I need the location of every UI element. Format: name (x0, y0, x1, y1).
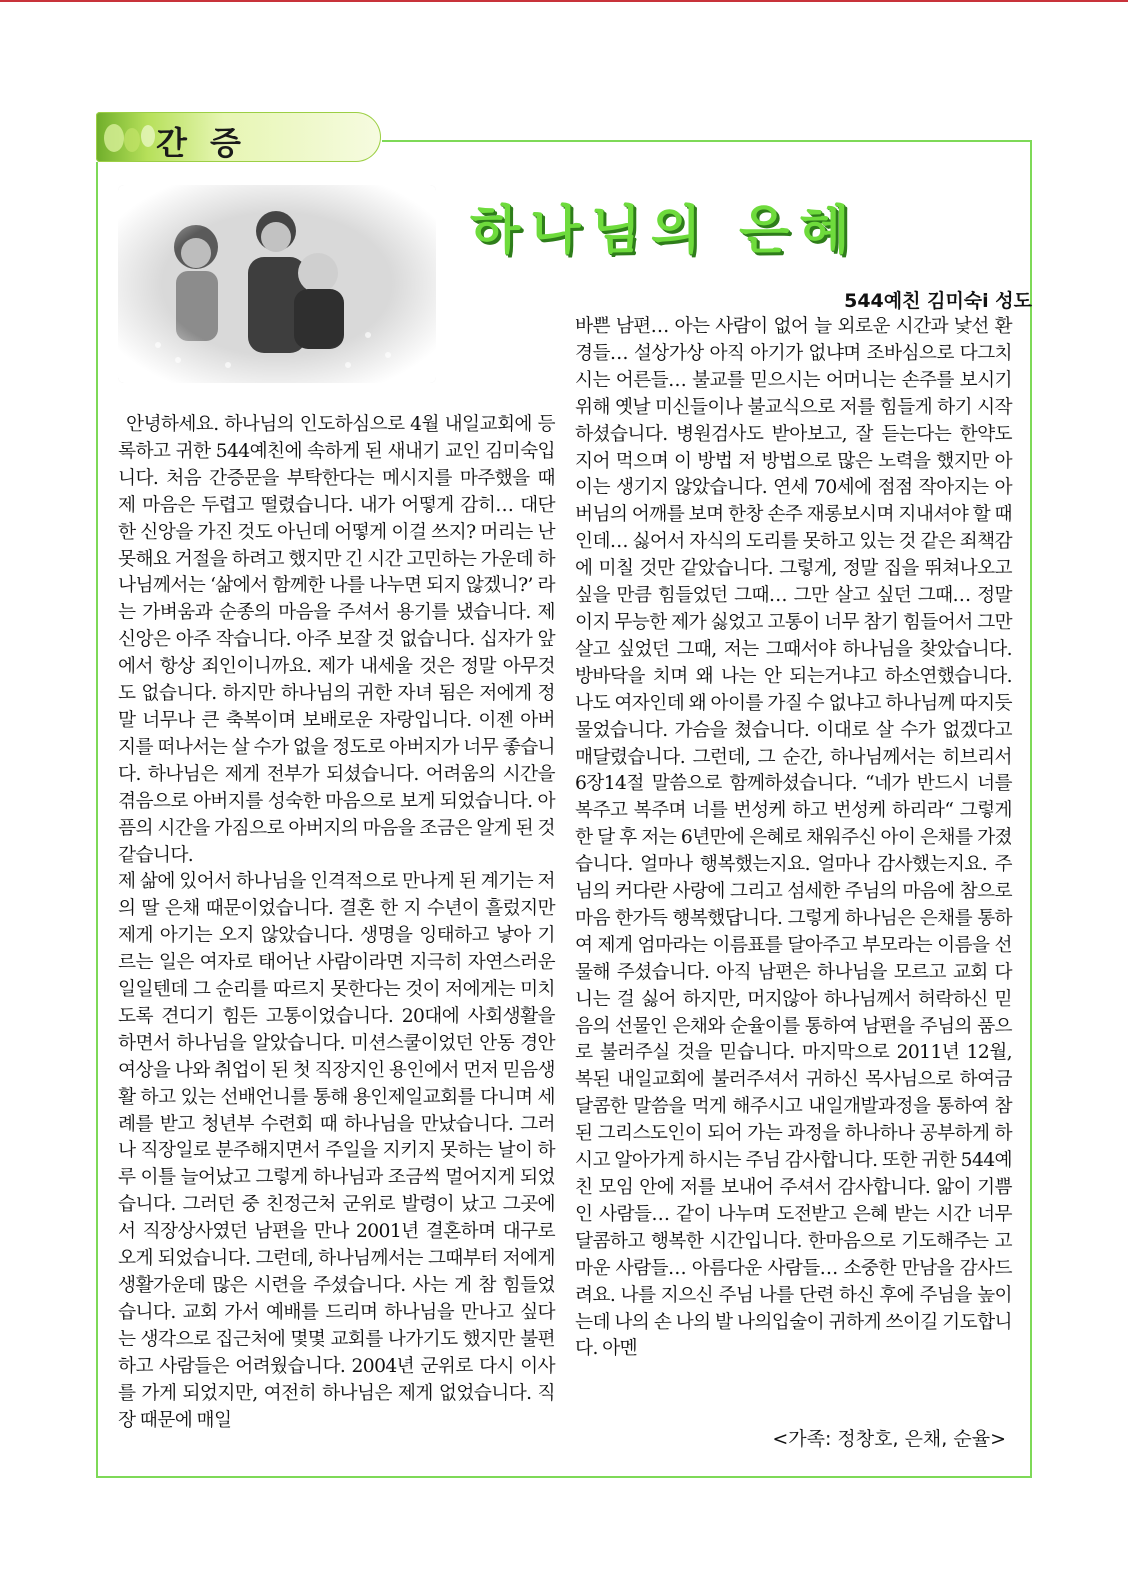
article-author: 544예친 김미숙i 성도 (844, 290, 1032, 312)
section-header-tab (96, 112, 381, 162)
right-column (575, 314, 1012, 1363)
left-column (118, 412, 555, 1434)
section-title: 간 증 (156, 124, 247, 162)
top-rule (0, 0, 1128, 2)
body-paragraph: 제 삶에 있어서 하나님을 인격적으로 만나게 된 계기는 저의 딸 은채 때문이었습니다. 결혼 한 지 수년이 흘렀지만 제게 아기는 오지 않았습니다. 생명을 잉태하고 낳아 기르는 일은 여자로 태어난 사람이라면 지극히 자연스러운 일일텐데 그 순리를 따르지 못한다는 것이 저에게는 미치도록 견디기 힘든 고통이었습니다. 20대에 사회생활을 하면서 하나님을 알았습니다. 미션스쿨이었던 안동 경안여상을 나와 취업이 된 첫 직장지인 용인에서 먼저 믿음생활 하고 있는 선배언니를 통해 용인제일교회를 다니며 세례를 받고 청년부 수련회 때 하나님을 만났습니다. 그러나 직장일로 분주해지면서 주일을 지키지 못하는 날이 하루 이틀 늘어났고 그렇게 하나님과 조금씩 멀어지게 되었습니다. 그러던 중 친정근처 군위로 발령이 났고 그곳에서 직장상사였던 남편을 만나 2001년 결혼하며 대구로 오게 되었습니다. 그런데, 하나님께서는 그때부터 저에게 생활가운데 많은 시련을 주셨습니다. 사는 게 참 힘들었습니다. 교회 가서 예배를 드리며 하나님을 만나고 싶다는 생각으로 집근처에 몇몇 교회를 나가기도 했지만 불편하고 사람들은 어려웠습니다. 2004년 군위로 다시 이사를 가게 되었지만, 여전히 하나님은 제게 없었습니다. 직장 때문에 매일 (118, 871, 555, 1431)
body-paragraph: 안녕하세요. 하나님의 인도하심으로 4월 내일교회에 등록하고 귀한 544예친에 속하게 된 새내기 교인 김미숙입니다. 처음 간증문을 부탁한다는 메시지를 마주했을 때 제 마음은 두렵고 떨렸습니다. 내가 어떻게 감히… 대단한 신앙을 가진 것도 아닌데 어떻게 이걸 쓰지? 머리는 난 못해요 거절을 하려고 했지만 긴 시간 고민하는 가운데 하나님께서는 ‘삶에서 함께한 나를 나누면 되지 않겠니?’ 라는 가벼움과 순종의 마음을 주셔서 용기를 냈습니다. 제 신앙은 아주 작습니다. 아주 보잘 것 없습니다. 십자가 앞에서 항상 죄인이니까요. 제가 내세울 것은 정말 아무것도 없습니다. 하지만 하나님의 귀한 자녀 됨은 저에게 정말 너무나 큰 축복이며 보배로운 자랑입니다. 이젠 아버지를 떠나서는 살 수가 없을 정도로 아버지가 너무 좋습니다. 하나님은 제게 전부가 되셨습니다. 어려움의 시간을 겪음으로 아버지를 성숙한 마음으로 보게 되었습니다. 아픔의 시간을 가짐으로 아버지의 마음을 조금은 알게 된 것 같습니다. (118, 414, 555, 866)
family-note: <가족: 정창호, 은채, 순율> (772, 1428, 1006, 1450)
body-paragraph: 바쁜 남편… 아는 사람이 없어 늘 외로운 시간과 낯선 환경들… 설상가상 아직 아기가 없냐며 조바심으로 다그치시는 어른들… 불교를 믿으시는 어머니는 손주를 보시기 위해 옛날 미신들이나 불교식으로 저를 힘들게 하기 시작하셨습니다. 병원검사도 받아보고, 잘 듣는다는 한약도 지어 먹으며 이 방법 저 방법으로 많은 노력을 했지만 아이는 생기지 않았습니다. 연세 70세에 점점 작아지는 아버님의 어깨를 보며 한창 손주 재롱보시며 지내셔야 할 때인데… 싫어서 자식의 도리를 못하고 있는 것 같은 죄책감에 미칠 것만 같았습니다. 그렇게, 정말 집을 뛰쳐나오고 싶을 만큼 힘들었던 그때… 그만 살고 싶던 그때… 정말이지 무능한 제가 싫었고 고통이 너무 참기 힘들어서 그만 살고 싶었던 그때, 저는 그때서야 하나님을 찾았습니다. 방바닥을 치며 왜 나는 안 되는거냐고 하소연했습니다. 나도 여자인데 왜 아이를 가질 수 없냐고 하나님께 따지듯 물었습니다. 가슴을 쳤습니다. 이대로 살 수가 없겠다고 매달렸습니다. 그런데, 그 순간, 하나님께서는 히브리서 6장14절 말씀으로 함께하셨습니다. “네가 반드시 너를 복주고 복주며 너를 번성케 하고 번성케 하리라“ 그렇게 한 달 후 저는 6년만에 은혜로 채워주신 아이 은채를 가졌습니다. 얼마나 행복했는지요. 얼마나 감사했는지요. 주님의 커다란 사랑에 그리고 섬세한 주님의 마음에 참으로 마음 한가득 행복했답니다. 그렇게 하나님은 은채를 통하여 제게 엄마라는 이름표를 달아주고 부모라는 이름을 선물해 주셨습니다. 아직 남편은 하나님을 모르고 교회 다니는 걸 싫어 하지만, 머지않아 하나님께서 허락하신 믿음의 선물인 은채와 순율이를 통하여 남편을 주님의 품으로 불러주실 것을 믿습니다. 마지막으로 2011년 12월, 복된 내일교회에 불러주셔서 귀하신 목사님으로 하여금 달콤한 말씀을 먹게 해주시고 내일개발과정을 통하여 참된 그리스도인이 되어 가는 과정을 하나하나 공부하게 하시고 알아가게 하시는 주님 감사합니다. 또한 귀한 544예친 모임 안에 저를 보내어 주셔서 감사합니다. 앎이 기쁨인 사람들… 같이 나누며 도전받고 은혜 받는 시간 너무 달콤하고 행복한 시간입니다. 한마음으로 기도해주는 고마운 사람들… 아름다운 사람들… 소중한 만남을 감사드려요. 나를 지으신 주님 나를 단련 하신 후에 주님을 높이는데 나의 손 나의 발 나의입술이 귀하게 쓰이길 기도합니다. 아멘 (575, 316, 1012, 1360)
article-title: 하나님의 은혜 (470, 201, 860, 261)
leaf-decoration-icon (100, 120, 160, 154)
family-photo (118, 185, 436, 383)
